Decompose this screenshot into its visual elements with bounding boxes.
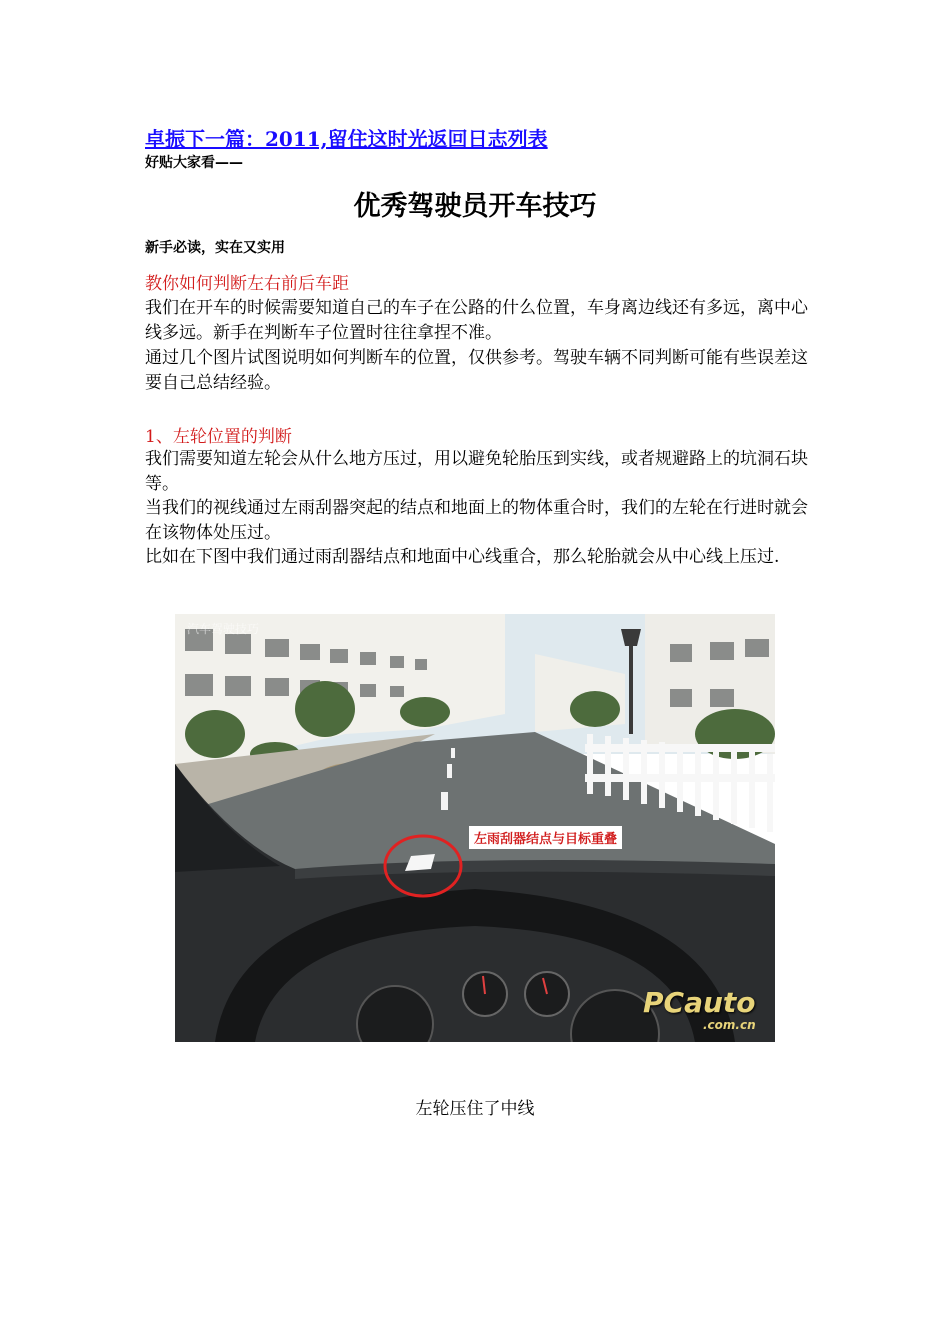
nav-link[interactable]: 卓振下一篇：2011,留住这时光返回日志列表 bbox=[145, 127, 548, 151]
driving-photo bbox=[175, 614, 775, 1042]
photo-caption: 左轮压住了中线 bbox=[415, 1099, 535, 1119]
paragraph: 我们需要知道左轮会从什么地方压过，用以避免轮胎压到实线，或者规避路上的坑洞石块等。 bbox=[145, 449, 808, 494]
section-heading: 教你如何判断左右前后车距 bbox=[145, 274, 349, 294]
intro-text: 好贴大家看—— bbox=[145, 155, 243, 171]
pcauto-logo-sub: .com.cn bbox=[703, 1018, 756, 1032]
photo-label: 左雨刮器结点与目标重叠 bbox=[469, 826, 622, 849]
paragraph: 我们在开车的时候需要知道自己的车子在公路的什么位置，车身离边线还有多远，离中心线多远。新手在判断车子位置时往往拿捏不准。 bbox=[145, 298, 808, 343]
page-title: 优秀驾驶员开车技巧 bbox=[353, 191, 597, 222]
section-heading: 1、左轮位置的判断 bbox=[145, 427, 292, 447]
paragraph: 比如在下图中我们通过雨刮器结点和地面中心线重合，那么轮胎就会从中心线上压过. bbox=[145, 547, 780, 567]
top-watermark: 汽车驾驶技巧 bbox=[187, 622, 260, 636]
paragraph: 当我们的视线通过左雨刮器突起的结点和地面上的物体重合时，我们的左轮在行进时就会在该物体处压过。 bbox=[145, 498, 808, 543]
pcauto-logo: PCauto bbox=[643, 986, 756, 1019]
subtitle: 新手必读，实在又实用 bbox=[145, 240, 285, 256]
paragraph: 通过几个图片试图说明如何判断车的位置，仅供参考。驾驶车辆不同判断可能有些误差这要自己总结经验。 bbox=[145, 348, 808, 393]
